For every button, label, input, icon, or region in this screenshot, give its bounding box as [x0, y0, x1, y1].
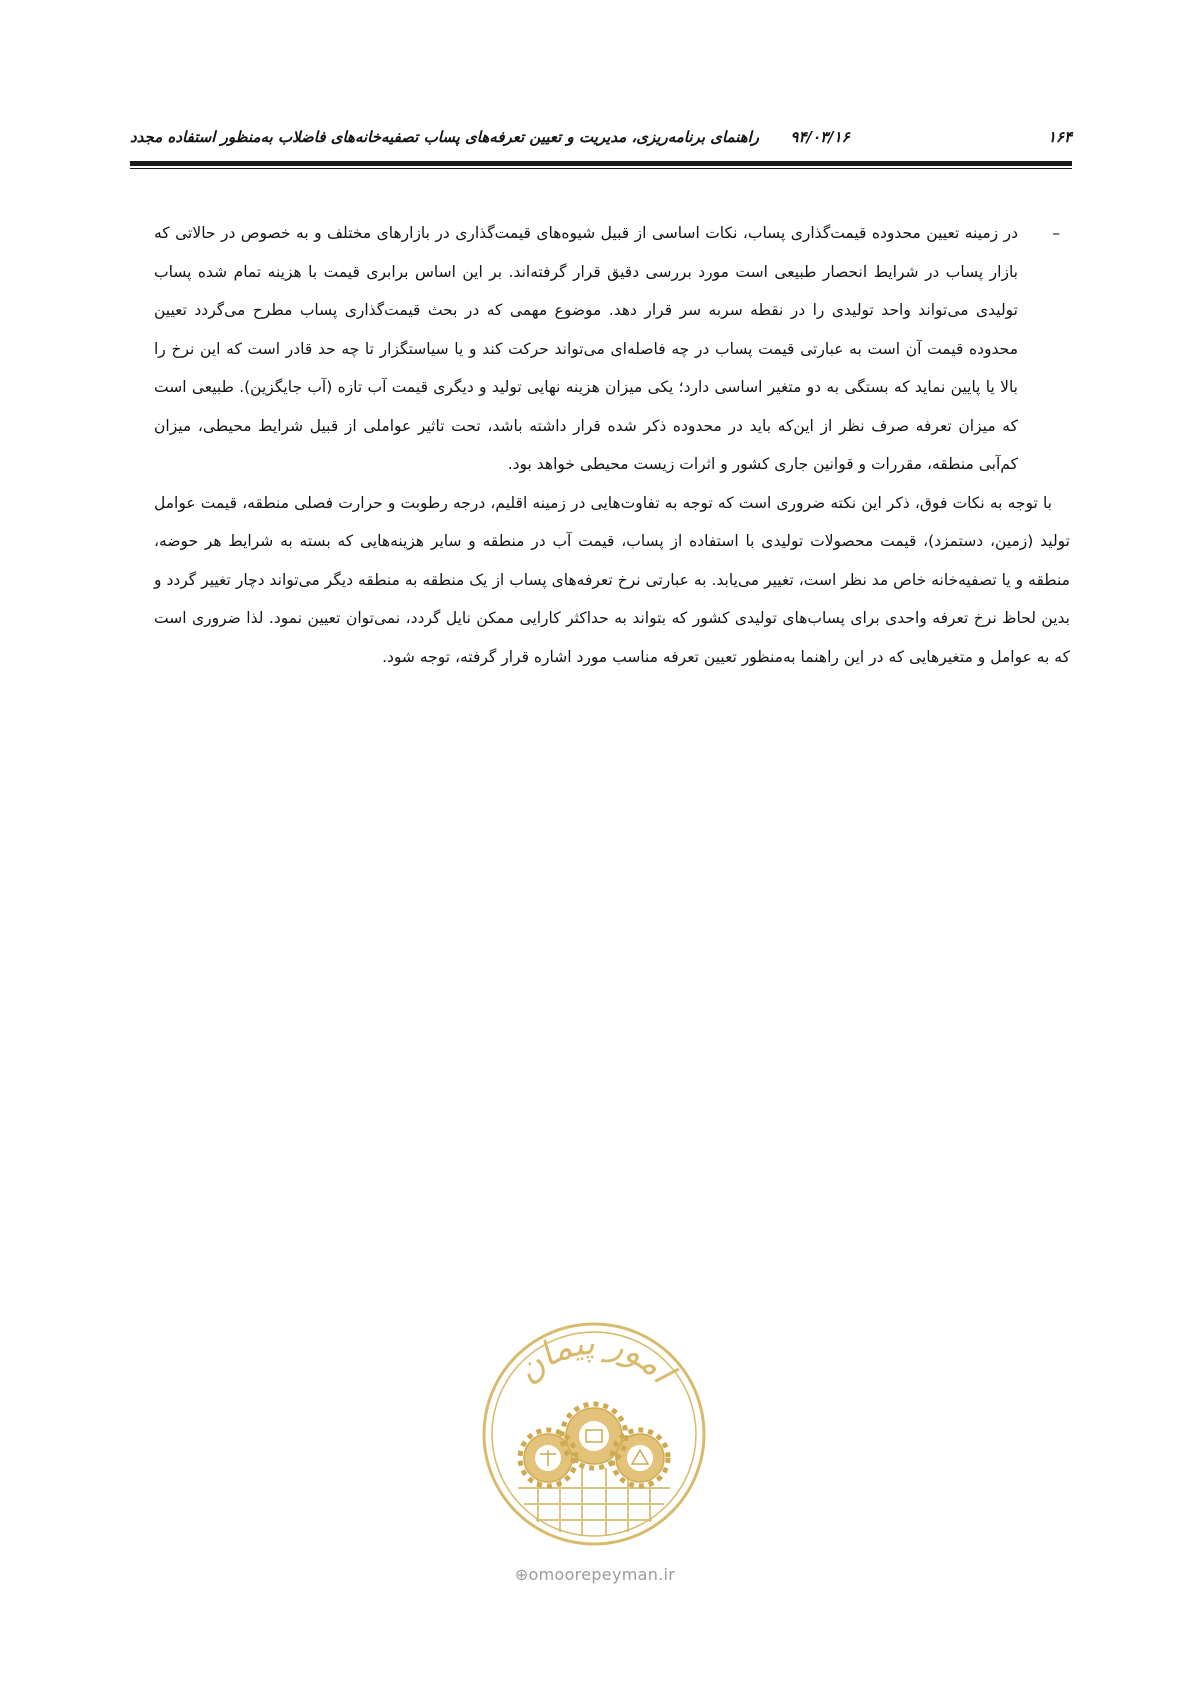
paragraph-2: با توجه به نکات فوق، ذکر این نکته ضروری است که توجه به تفاوت‌هایی در زمینه اقلیم، درجه رطوبت و حرارت فصلی منطقه، قیمت عوامل تولید (زمین، دستمزد)، قیمت محصولات تولیدی با استفاده از پساب، قیمت آب در منطقه و سایر هزینه‌هایی که بسته به شرایط هر حوضه، منطقه و یا تصفیه‌خانه خاص مد نظر است، تغییر می‌یابد. به عبارتی نرخ تعرفه‌های پساب از یک منطقه به منطقه دیگر می‌تواند دچار تغییر گردد و بدین لحاظ نرخ تعرفه واحدی برای پساب‌های تولیدی کشور که بتواند به حداکثر کارایی ممکن نایل گردد، نمی‌توان تعیین نمود. لذا ضروری است که به عوامل و متغیرهایی که در این راهنما به‌منظور تعیین تعرفه مناسب مورد اشاره قرار گرفته، توجه شود. [154, 493, 1070, 666]
header-title: راهنمای برنامه‌ریزی، مدیریت و تعیین تعرفه‌های پساب تصفیه‌خانه‌های فاضلاب به‌منظور استفاده مجدد [130, 128, 760, 146]
page-number: ۱۶۴ [1047, 128, 1072, 146]
bullet-paragraph-text: در زمینه تعیین محدوده قیمت‌گذاری پساب، نکات اساسی از قبیل شیوه‌های قیمت‌گذاری در بازارهای مختلف و به خصوص در حالاتی که بازار پساب در شرایط انحصار طبیعی است مورد بررسی دقیق قرار گرفته‌اند. بر این اساس برابری قیمت با هزینه تمام شده پساب تولیدی می‌تواند واحد تولیدی را در نقطه سربه سر قرار دهد. موضوع مهمی که در بحث قیمت‌گذاری پساب مطرح می‌گردد تعیین محدوده قیمت آن است به عبارتی قیمت پساب در چه فاصله‌ای می‌تواند حرکت کند و یا سیاستگزار تا چه حد قادر است که این نرخ را بالا یا پایین نماید که بستگی به دو متغیر اساسی دارد؛ یکی میزان هزینه نهایی تولید و دیگری قیمت آب تازه (آب جایگزین). طبیعی است که میزان تعرفه صرف نظر از این‌که باید در محدوده ذکر شده قرار داشته باشد، تحت تاثیر عواملی از قبیل شرایط محیطی، میزان کم‌آبی منطقه، مقررات و قوانین جاری کشور و اثرات زیست محیطی خواهد بود. [154, 224, 1018, 473]
body-text [140, 214, 1070, 676]
header-rule-thick [130, 161, 1072, 166]
watermark-url: ⊕omoorepeyman.ir [514, 1565, 676, 1584]
page-header [130, 128, 1072, 160]
running-head [130, 128, 850, 146]
seal-lettering: امور پیمان [508, 1322, 682, 1391]
header-rule-thin [130, 168, 1072, 169]
bullet-paragraph [140, 214, 1070, 484]
globe-icon: ⊕ [514, 1565, 529, 1584]
bullet-dash: – [1052, 224, 1060, 242]
header-date: ۹۴/۰۳/۱۶ [790, 128, 850, 146]
omoor-peyman-seal-logo [478, 1318, 710, 1550]
